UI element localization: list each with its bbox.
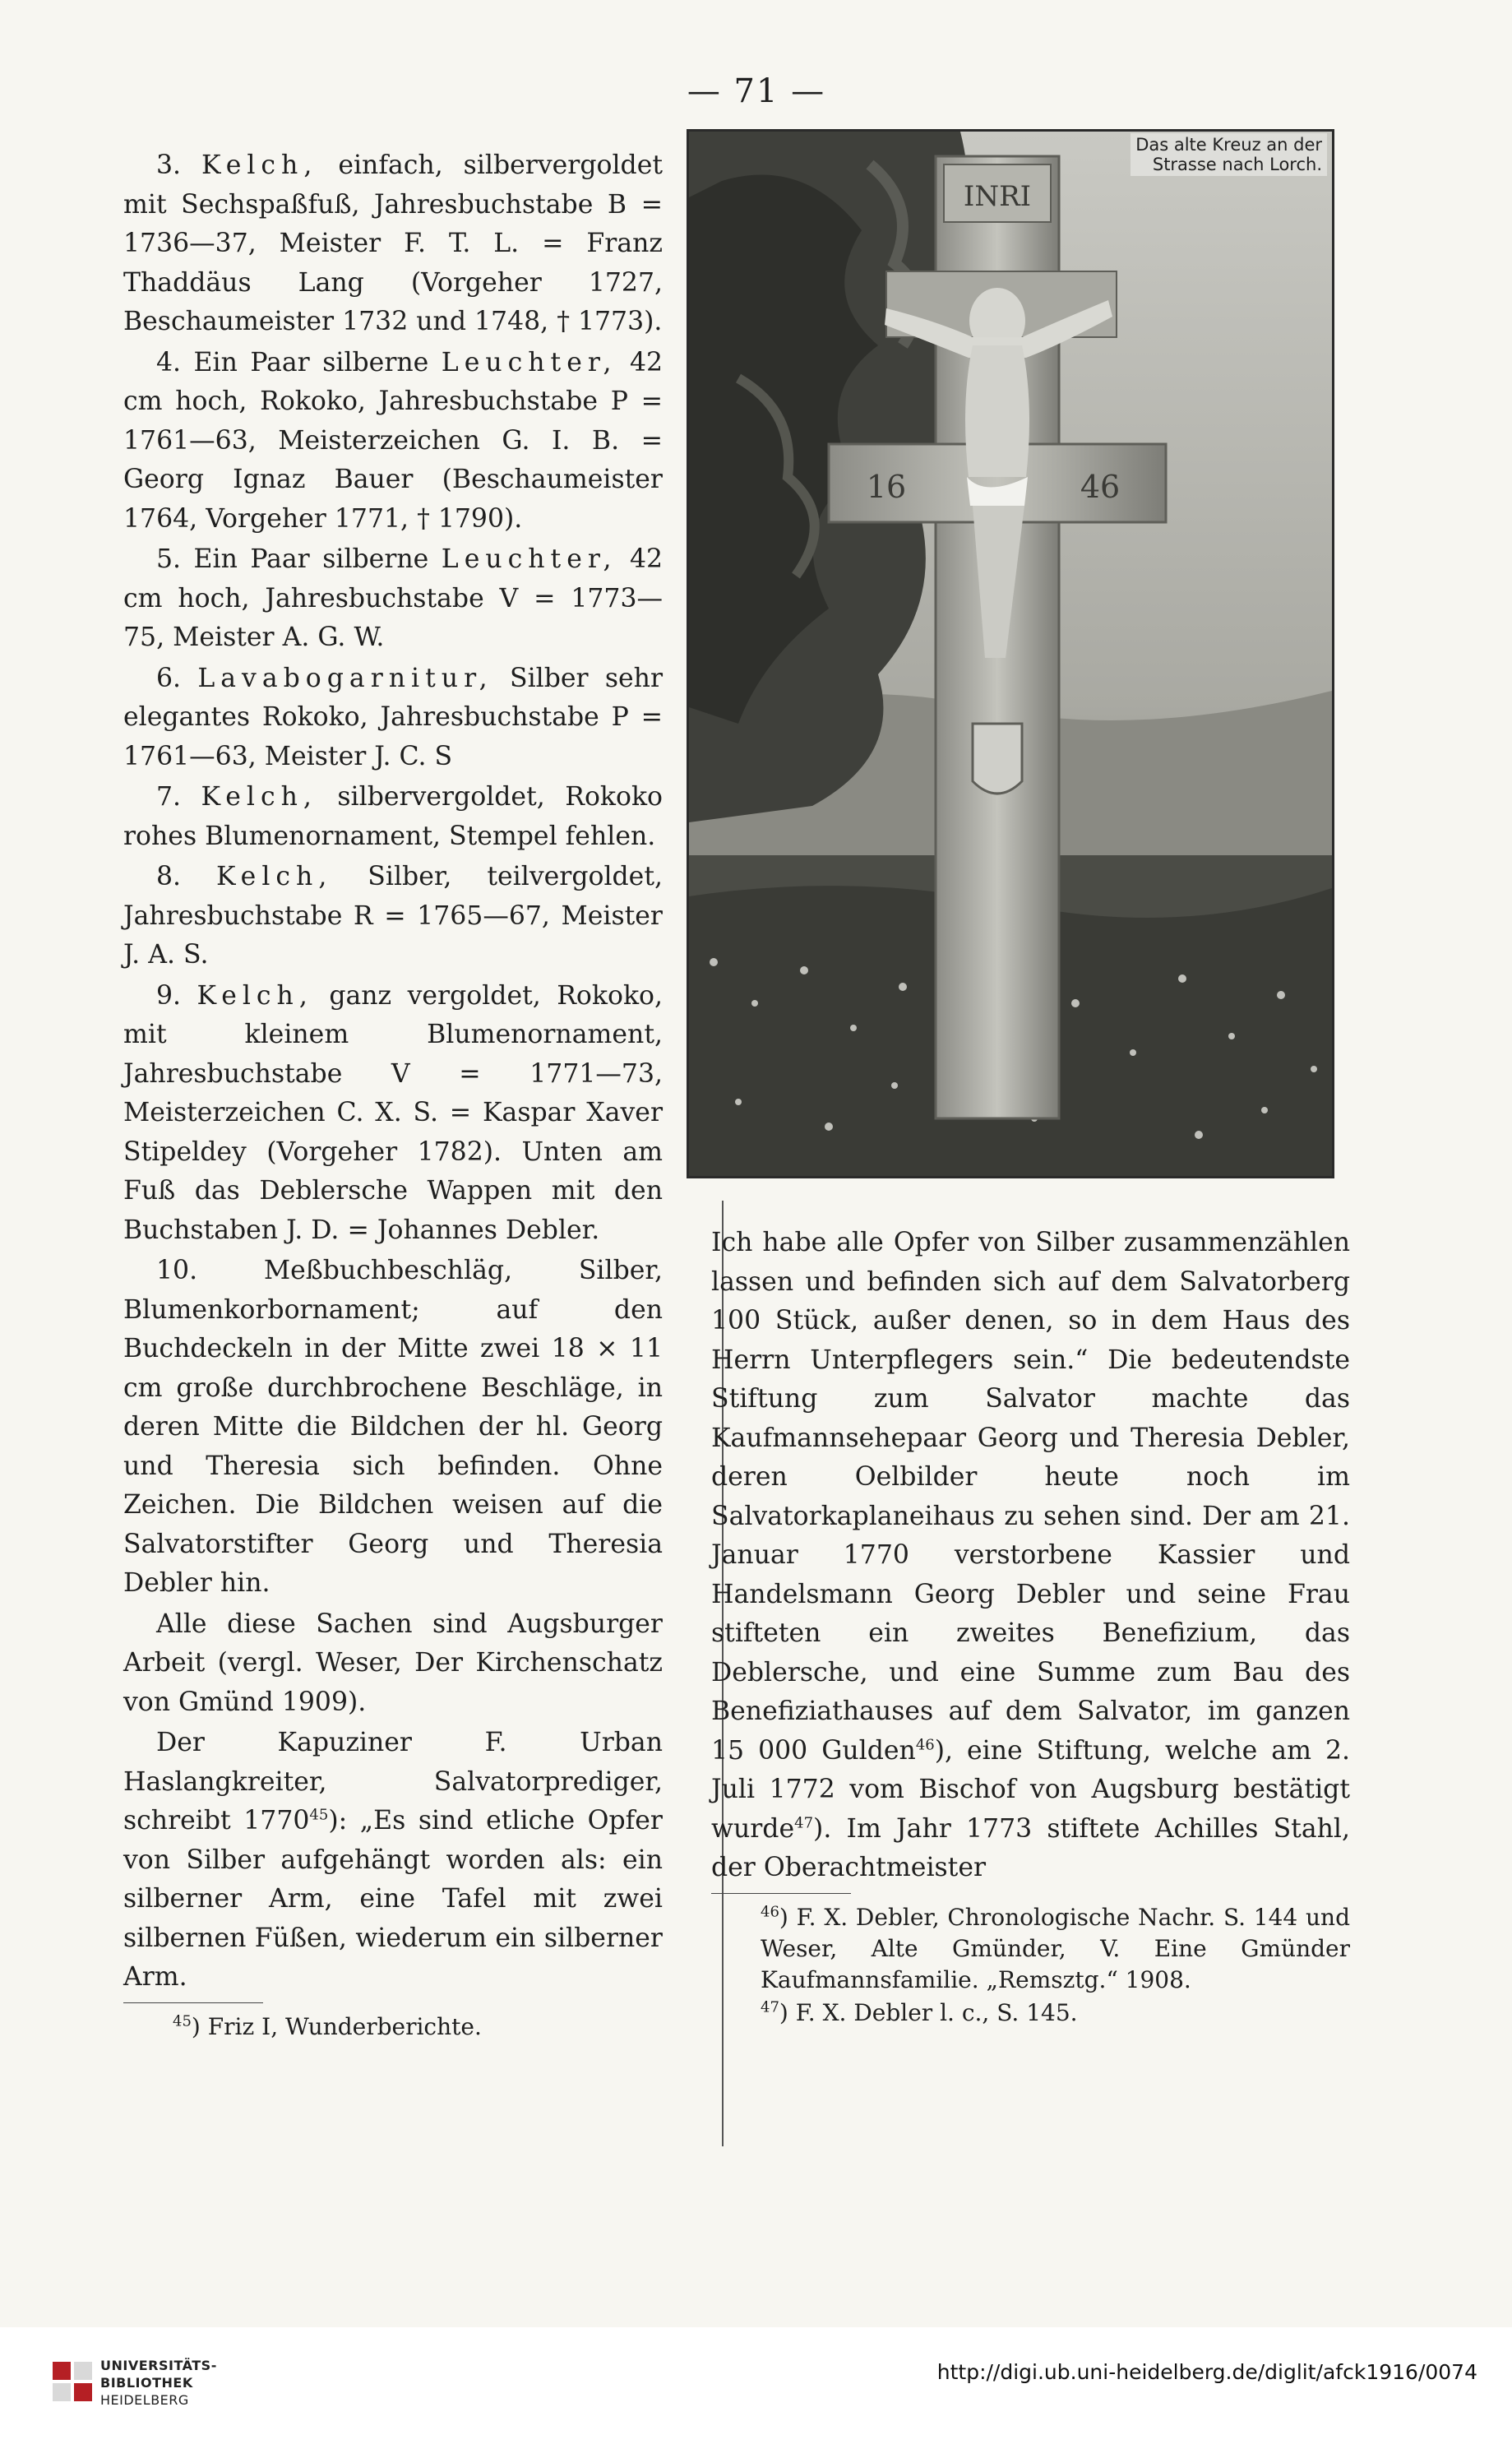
page-number: — 71 —	[687, 72, 826, 110]
paragraph-haslangkreiter-quote: Der Kapuziner F. Urban Haslangkreiter, Salvatorprediger, schreibt 1770$^{45}$): „Es sind etliche Opfer von Silber aufgehängt worden als: ein silberner Arm, eine Tafel mit zwei silbernen Füßen, wiederum ein silberner Arm.	[123, 1728, 663, 1992]
inri-inscription: INRI	[963, 180, 1032, 213]
paragraph-augsburg-work: Alle diese Sachen sind Augsburger Arbeit (vergl. Weser, Der Kirchenschatz von Gmünd 1909).	[123, 1609, 663, 1717]
cross-photo-image	[689, 132, 1332, 1176]
paragraph-item-3: 3. Kelch, einfach, silbervergoldet mit Sechspaßfuß, Jahresbuchstabe B = 1736—37, Meister F. T. L. = Franz Thaddäus Lang (Vorgeher 1727, Beschaumeister 1732 und 1748, † 1773).	[123, 150, 663, 336]
photo-caption	[1131, 133, 1327, 176]
paragraph-item-4: 4. Ein Paar silberne Leuchter, 42 cm hoch, Rokoko, Jahresbuchstabe P = 1761—63, Meisterzeichen G. I. B. = Georg Ignaz Bauer (Beschaumeister 1764, Vorgeher 1771, † 1790).	[123, 347, 664, 534]
footnote-46: $^{46}$) F. X. Debler, Chronologische Nachr. S. 144 und Weser, Alte Gmünder, V. Eine Gmünder Kaufmannsfamilie. „Remsztg.“ 1908.	[761, 1903, 1350, 1993]
paragraph-item-9: 9. Kelch, ganz vergoldet, Rokoko, mit kleinem Blumenornament, Jahresbuchstabe V = 1771—73, Meisterzeichen C. X. S. = Kaspar Xaver Stipeldey (Vorgeher 1782). Unten am Fuß das Deblersche Wappen mit den Buchstaben J. D. = Johannes Debler.	[123, 980, 664, 1245]
cross-photograph	[687, 129, 1334, 1178]
paragraph-debler-foundation: Ich habe alle Opfer von Silber zusammenzählen lassen und befinden sich auf dem Salvatorberg 100 Stück, außer denen, so in dem Haus des Herrn Unterpflegers sein.“ Die bedeutendste Stiftung zum Salvator machte das Kaufmannsehepaar Georg und Theresia Debler, deren Oelbilder heute noch im Salvatorkaplaneihaus zu sehen sind. Der am 21. Januar 1770 verstorbene Kassier und Handelsmann Georg Debler und seine Frau stifteten ein zweites Benefizium, das Deblersche, und eine Summe zum Bau des Benefiziathauses auf dem Salvator, im ganzen 15 000 Gulden$^{46}$), eine Stiftung, welche am 2. Juli 1772 vom Bischof von Augsburg bestätigt wurde$^{47}$). Im Jahr 1773 stiftete Achilles Stahl, der Oberachtmeister	[711, 1228, 1350, 1882]
beam-number-right: 46	[1080, 469, 1121, 505]
paragraph-item-6: 6. Lavabogarnitur, Silber sehr elegantes Rokoko, Jahresbuchstabe P = 1761—63, Meister J. C. S	[123, 663, 664, 771]
footnote-rule-left	[123, 2002, 263, 2003]
paragraph-item-7: 7. Kelch, silbervergoldet, Rokoko rohes Blumenornament, Stempel fehlen.	[123, 782, 664, 851]
paragraph-item-8: 8. Kelch, Silber, teilvergoldet, Jahresbuchstabe R = 1765—67, Meister J. A. S.	[123, 862, 663, 970]
university-library-logo-icon	[49, 2358, 95, 2405]
photo-caption-line-1: Das alte Kreuz an der	[1135, 135, 1322, 155]
paragraph-item-10: 10. Meßbuchbeschläg, Silber, Blumenkorbornament; auf den Buchdeckeln in der Mitte zwei 18 × 11 cm große durchbrochene Beschläge, in deren Mitte die Bildchen der hl. Georg und Theresia sich befinden. Ohne Zeichen. Die Bildchen weisen auf die Salvatorstifter Georg und Theresia Debler hin.	[123, 1256, 663, 1598]
library-name	[100, 2357, 217, 2409]
photo-caption-line-2: Strasse nach Lorch.	[1152, 155, 1322, 174]
library-name-line-1: UNIVERSITÄTS-	[100, 2358, 217, 2373]
footnote-rule-right	[711, 1893, 851, 1894]
left-text-column	[123, 146, 663, 2044]
right-text-column	[711, 1224, 1350, 2030]
beam-number-left: 16	[866, 469, 907, 505]
paragraph-item-5: 5. Ein Paar silberne Leuchter, 42 cm hoch, Jahresbuchstabe V = 1773—75, Meister A. G. W.	[123, 544, 664, 652]
library-name-line-3: HEIDELBERG	[100, 2392, 189, 2408]
footnote-45: $^{45}$) Friz I, Wunderberichte.	[173, 2012, 482, 2040]
permalink-url[interactable]: http://digi.ub.uni-heidelberg.de/diglit/afck1916/0074	[936, 2360, 1477, 2384]
footnote-47: $^{47}$) F. X. Debler l. c., S. 145.	[761, 1998, 1078, 2026]
viewer-footer	[0, 2327, 1512, 2458]
library-name-line-2: BIBLIOTHEK	[100, 2375, 193, 2391]
